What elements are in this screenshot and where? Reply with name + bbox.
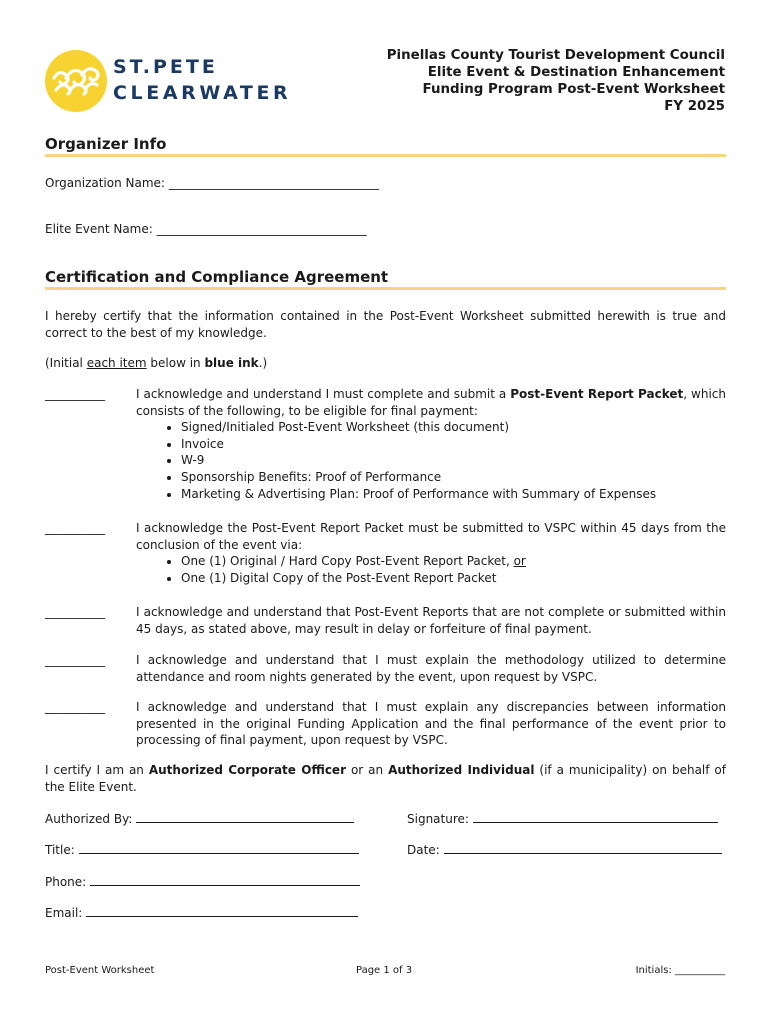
footer-page-number: Page 1 of 3 <box>356 965 413 976</box>
date-field[interactable] <box>407 841 722 857</box>
footer-document-name: Post-Event Worksheet <box>45 965 155 976</box>
organization-name-blank[interactable]: ___________________________________ <box>168 176 379 190</box>
item-text: I acknowledge and understand that Post-Event Reports that are not complete or submitted within 45 days, as stated above, may result in delay or forfeiture of final payment. <box>136 605 726 636</box>
acknowledgement-item-5 <box>45 699 726 749</box>
sun-wave-logo-icon <box>44 48 108 114</box>
logo-text-st-pete: ST.PETE <box>113 56 218 78</box>
item-text: I acknowledge and understand that I must explain any discrepancies between information presented in the original Funding Application and the final performance of the event prior to processing of final payment, upon request by VSPC. <box>136 700 726 748</box>
initial-blank[interactable]: __________ <box>45 387 105 401</box>
st-pete-clearwater-logo <box>44 48 292 114</box>
item-text: , which consists of the following, to be eligible for final payment: <box>136 387 726 418</box>
title-label: Title: <box>45 843 75 857</box>
logo-text-clearwater: CLEARWATER <box>113 82 292 104</box>
event-name-label: Elite Event Name: <box>45 222 153 236</box>
phone-label: Phone: <box>45 875 87 889</box>
initial-blank[interactable]: __________ <box>45 653 105 667</box>
initial-blank[interactable]: __________ <box>45 521 105 535</box>
section-title-organizer: Organizer Info <box>45 135 167 153</box>
packet-contents-list <box>136 419 726 502</box>
section-divider <box>45 287 726 290</box>
section-title-certification: Certification and Compliance Agreement <box>45 268 389 286</box>
list-item: • W-9 <box>181 452 726 469</box>
footer-initials-label: Initials: <box>635 965 672 976</box>
initial-blank[interactable]: __________ <box>45 700 105 714</box>
event-name-blank[interactable]: ___________________________________ <box>156 222 367 236</box>
list-item: • Sponsorship Benefits: Proof of Performance <box>181 469 726 486</box>
document-header <box>387 47 725 115</box>
certify-text: I certify I am an <box>45 763 149 777</box>
email-line[interactable] <box>86 904 358 917</box>
certify-text: (if a municipality) on behalf of the Elite Event. <box>45 763 726 794</box>
title-line[interactable] <box>79 841 359 854</box>
item-text: I acknowledge and understand I must complete and submit a <box>136 387 511 401</box>
date-label: Date: <box>407 843 440 857</box>
list-item: • Marketing & Advertising Plan: Proof of Performance with Summary of Expenses <box>181 486 726 503</box>
initial-instruction <box>45 356 267 370</box>
item-text: I acknowledge the Post-Event Report Packet must be submitted to VSPC within 45 days from the conclusion of the event via: <box>136 521 726 552</box>
list-item <box>181 553 726 570</box>
email-label: Email: <box>45 906 83 920</box>
item-text: I acknowledge and understand that I must explain the methodology utilized to determine attendance and room nights generated by the event, upon request by VSPC. <box>136 653 726 684</box>
title-field[interactable] <box>45 841 359 857</box>
header-line-3: Funding Program Post-Event Worksheet <box>422 82 725 97</box>
signature-line[interactable] <box>473 810 718 823</box>
acknowledgement-item-4 <box>45 652 726 685</box>
footer-initials-blank[interactable]: __________ <box>675 965 725 976</box>
date-line[interactable] <box>444 841 722 854</box>
header-line-4: FY 2025 <box>664 99 725 114</box>
initial-note-underlined: each item <box>86 356 147 370</box>
phone-field[interactable] <box>45 873 360 889</box>
certify-text: or an <box>346 763 389 777</box>
acknowledgement-item-2 <box>45 520 726 586</box>
list-item-text: One (1) Original / Hard Copy Post-Event Report Packet, <box>181 554 514 569</box>
initial-note-text: .) <box>258 356 268 370</box>
phone-line[interactable] <box>90 873 360 886</box>
initial-note-bold: blue ink <box>204 356 259 370</box>
footer-initials[interactable] <box>636 965 725 976</box>
certify-bold-text: Authorized Corporate Officer <box>148 763 346 777</box>
header-line-1: Pinellas County Tourist Development Council <box>386 48 725 63</box>
authorized-by-field[interactable] <box>45 810 354 826</box>
acknowledgement-item-1 <box>45 386 726 502</box>
organization-name-label: Organization Name: <box>45 176 165 190</box>
item-bold-text: Post-Event Report Packet <box>510 387 684 401</box>
signature-field[interactable] <box>407 810 718 826</box>
acknowledgement-item-3 <box>45 604 726 637</box>
organization-name-field[interactable] <box>45 176 379 190</box>
certify-bold-text: Authorized Individual <box>388 763 535 777</box>
header-line-2: Elite Event & Destination Enhancement <box>427 65 725 80</box>
list-item: • Signed/Initialed Post-Event Worksheet (this document) <box>181 419 726 436</box>
certification-intro: I hereby certify that the information contained in the Post-Event Worksheet submitted herewith is true and correct to the best of my knowledge. <box>45 309 726 340</box>
authorized-by-line[interactable] <box>136 810 354 823</box>
list-item-underlined: or <box>513 554 526 569</box>
list-item: • Invoice <box>181 436 726 453</box>
submission-methods-list <box>136 553 726 586</box>
list-item: • One (1) Digital Copy of the Post-Event Report Packet <box>181 570 726 587</box>
section-divider <box>45 154 726 157</box>
signature-label: Signature: <box>407 812 469 826</box>
event-name-field[interactable] <box>45 222 367 236</box>
initial-blank[interactable]: __________ <box>45 605 105 619</box>
email-field[interactable] <box>45 904 358 920</box>
initial-note-text: (Initial <box>45 356 87 370</box>
authorized-by-label: Authorized By: <box>45 812 133 826</box>
initial-note-text: below in <box>146 356 205 370</box>
certify-statement <box>45 762 726 796</box>
